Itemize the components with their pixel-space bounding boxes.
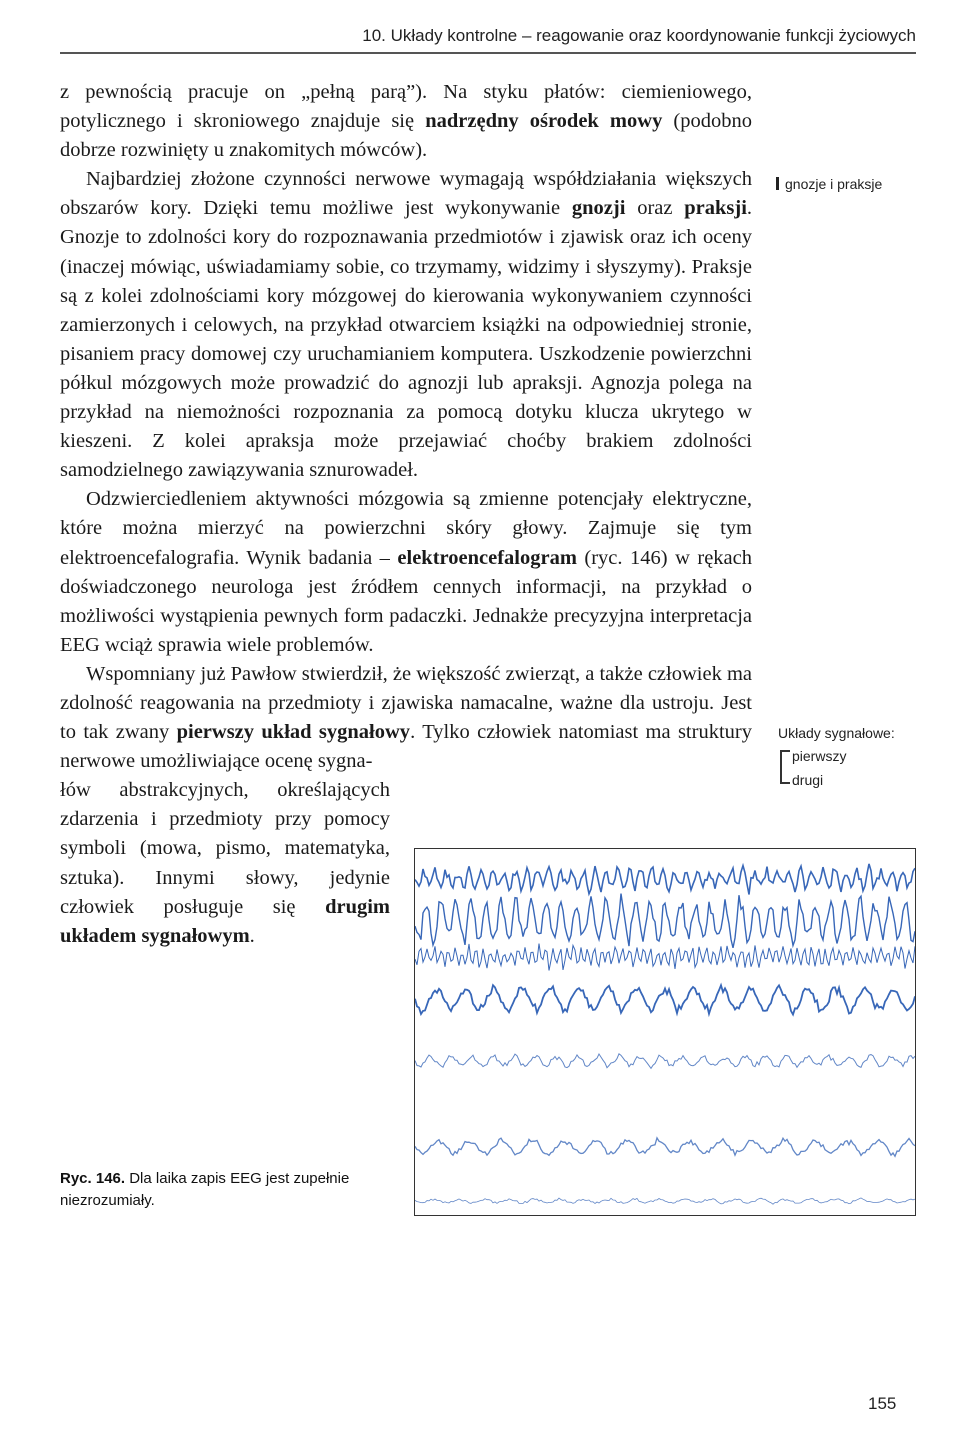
bold-term-eeg: elektroencefalogram <box>397 546 577 569</box>
eeg-trace <box>415 1054 915 1069</box>
eeg-trace <box>415 944 915 971</box>
paragraph-2 <box>60 165 752 485</box>
figure-caption <box>60 1168 390 1212</box>
eeg-trace <box>415 894 915 948</box>
text-run: Odzwierciedleniem aktywności mózgowia są zmienne potencjały elektryczne, które można mierzyć na powierzchni skóry głowy. Zajmuje się tym elektroencefalografia. Wynik badania – <box>60 488 752 569</box>
text-run: (ryc. 146) w rękach doświadczonego neurologa jest źródłem cennych informacji, na przykład o możliwości wystąpienia pewnych form padaczki. Jednakże precyzyjna interpretacja EEG wciąż sprawia wiele problemów. <box>60 546 752 656</box>
paragraph-1 <box>60 78 752 165</box>
margin-marker <box>776 177 779 190</box>
text-run: łów abstrakcyjnych, określających zdarzenia i przedmioty przy pomocy symboli (mowa, pismo, matematyka, sztuka). Innymi słowy, jedynie człowiek posługuje się <box>60 779 390 918</box>
paragraph-5 <box>60 776 390 951</box>
header-divider <box>60 52 916 54</box>
eeg-trace <box>415 1138 915 1156</box>
eeg-trace <box>415 985 915 1014</box>
eeg-trace <box>415 1198 915 1204</box>
eeg-recording-image <box>415 849 915 1215</box>
margin-note-signal-first: pierwszy <box>792 748 847 764</box>
margin-note-signal-second: drugi <box>792 772 824 788</box>
bold-term-gnosis: gnozji <box>571 197 626 220</box>
chapter-header: 10. Układy kontrolne – reagowanie oraz koordynowanie funkcji życiowych <box>362 26 916 45</box>
text-run: . Gnozje to zdolności kory do rozpoznawania przedmiotów i zjawisk oraz ich oceny (inaczej mówiąc, uświadamiamy sobie, co trzymamy, widzimy i słyszymy). Praksje są z kolei zdolnościami kory mózgowej do kierowania wykonywaniem czynności zamierzonych i celowych, na przykład otwarciem książki na odpowiedniej stronie, pisaniem pracy domowej czy uruchamianiem komputera. Uszkodzenie powierzchni półkul mózgowych może prowadzić do agnozji lub apraksji. Agnozja polega na przykład na niemożności rozpoznania za pomocą dotyku klucza ukrytego w kieszeni. Z kolei apraksja może przejawiać choćby brakiem zdolności samodzielnego zawiązywania sznurowadeł. <box>60 197 753 482</box>
paragraph-3 <box>60 485 752 660</box>
caption-text: Dla laika zapis EEG jest zupełnie niezrozumiały. <box>60 1170 350 1209</box>
paragraph-4 <box>60 660 752 776</box>
eeg-trace <box>415 864 915 895</box>
eeg-figure <box>414 848 916 1216</box>
text-run: Najbardziej złożone czynności nerwowe wymagają współdziałania większych obszarów kory. Dzięki temu możliwe jest wykonywanie <box>60 168 752 220</box>
margin-note-text: gnozje i praksje <box>785 176 883 192</box>
bold-term-speech-center: nadrzędny ośrodek mowy <box>425 110 663 133</box>
margin-note-signal-title: Układy sygnałowe: <box>778 725 895 741</box>
caption-label: Ryc. 146. <box>60 1170 126 1187</box>
text-run: Wspomniany już Pawłow stwierdził, że większość zwierząt, a także człowiek ma zdolność reagowania na przedmioty i zjawiska namacalne, ważne dla ustroju. Jest to tak zwany <box>60 662 752 744</box>
page-number: 155 <box>868 1394 897 1413</box>
text-run: . <box>249 924 255 947</box>
bold-term-praxis: praksji <box>684 197 747 220</box>
margin-bracket <box>780 750 790 784</box>
main-text <box>60 78 752 951</box>
margin-note-gnosis <box>776 176 882 192</box>
bold-term-first-signal-system: pierwszy układ sygnałowy <box>176 721 411 744</box>
bold-term-second-signal-system: drugim układem sygnałowym <box>60 895 390 947</box>
text-run: z pewnością pracuje on „pełną parą”). Na styku płatów: ciemieniowego, potylicznego i skroniowego znajduje się <box>60 81 752 133</box>
text-run: . Tylko człowiek natomiast ma struktury nerwowe umożliwiające ocenę sygna- <box>60 721 752 773</box>
text-run: (podobno dobrze rozwinięty u znakomitych mówców). <box>60 110 753 162</box>
text-run: oraz <box>625 197 685 220</box>
